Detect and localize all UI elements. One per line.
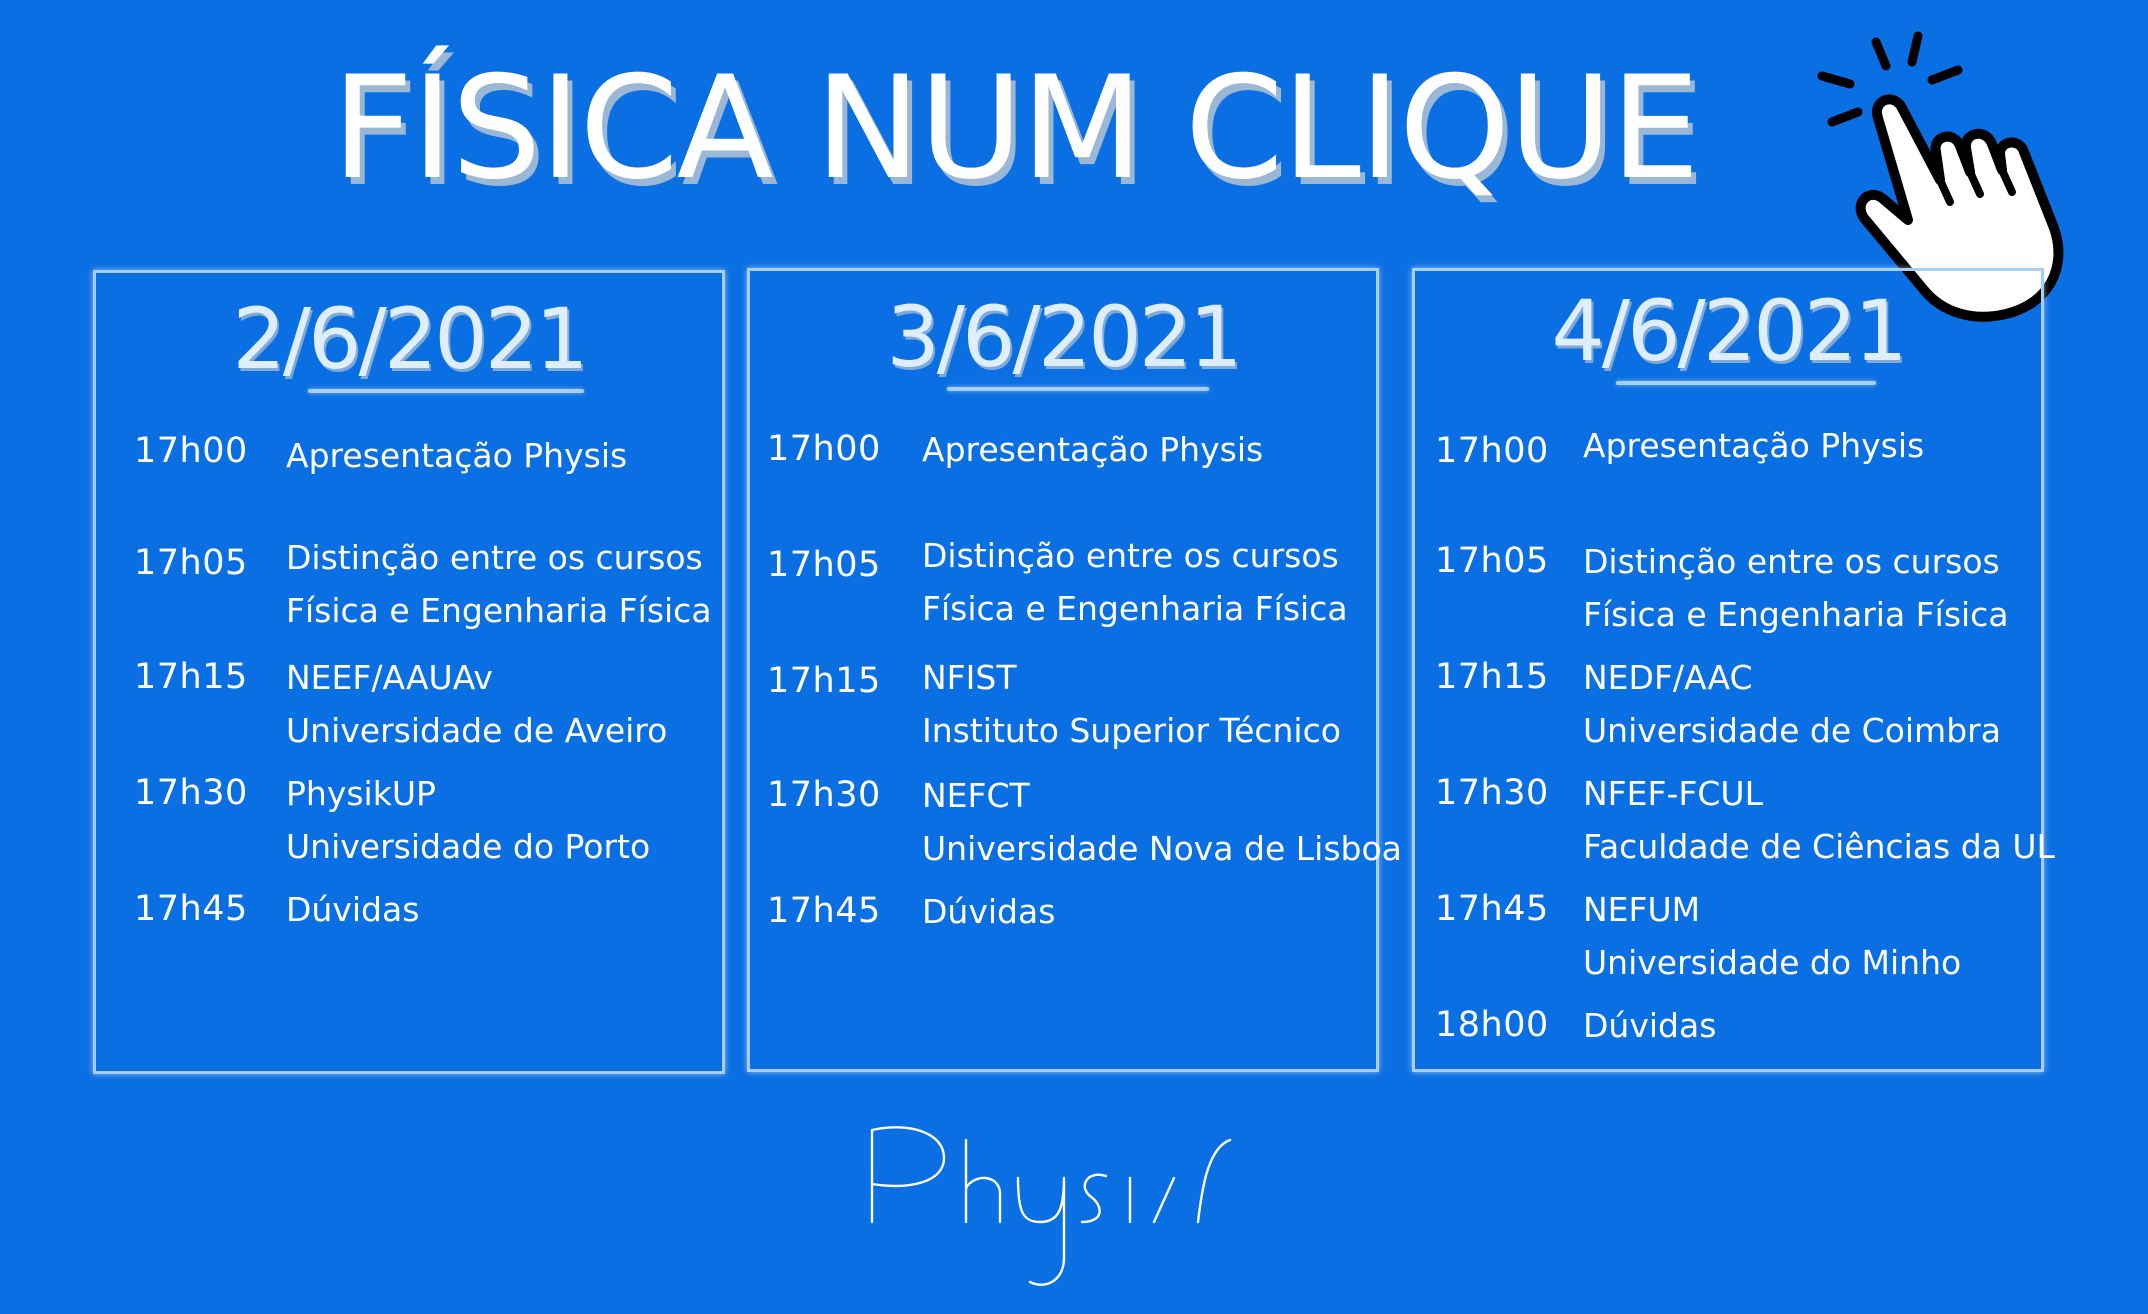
card-date: 2/6/2021 [232,290,586,388]
row-time: 17h15 [1435,657,1549,697]
row-time: 17h05 [134,543,248,583]
row-subtitle: Física e Engenharia Física [286,591,712,630]
row-title: NEFUM [1583,890,1701,929]
row-title: NEDF/AAC [1583,658,1753,697]
row-title: NFIST [922,658,1017,697]
row-title: Apresentação Physis [286,436,628,475]
row-title: NFEF-FCUL [1583,774,1763,813]
row-title: Dúvidas [286,890,420,929]
row-subtitle: Universidade de Aveiro [286,711,668,750]
row-subtitle: Física e Engenharia Física [1583,595,2009,634]
row-time: 17h00 [1435,431,1549,471]
page-title: FÍSICA NUM CLIQUE [331,46,1699,211]
row-time: 18h00 [1435,1005,1549,1045]
row-subtitle: Universidade do Porto [286,827,651,866]
row-time: 17h00 [134,431,248,471]
schedule-card-day-2 [747,268,1402,1072]
row-subtitle: Universidade de Coimbra [1583,711,2001,750]
schedule-card-day-3 [1412,268,2055,1072]
row-time: 17h45 [134,889,248,929]
row-title: Apresentação Physis [1583,426,1925,465]
row-subtitle: Universidade do Minho [1583,943,1962,982]
row-time: 17h30 [1435,773,1549,813]
row-time: 17h00 [767,429,881,469]
card-date: 4/6/2021 [1551,282,1905,380]
date-underline [308,389,584,393]
row-subtitle: Faculdade de Ciências da UL [1583,827,2055,866]
row-time: 17h45 [1435,889,1549,929]
row-title: Distinção entre os cursos [1583,542,2000,581]
row-title: Dúvidas [922,892,1056,931]
row-subtitle: Instituto Superior Técnico [922,711,1341,750]
row-title: NEEF/AAUAv [286,658,493,697]
row-time: 17h45 [767,891,881,931]
row-subtitle: Universidade Nova de Lisboa [922,829,1402,868]
schedule-card-day-1 [93,270,725,1074]
row-subtitle: Física e Engenharia Física [922,589,1348,628]
row-time: 17h15 [134,657,248,697]
row-title: Distinção entre os cursos [286,538,703,577]
row-time: 17h05 [767,545,881,585]
row-time: 17h30 [767,775,881,815]
physis-logo [868,1118,1232,1290]
row-time: 17h05 [1435,541,1549,581]
row-title: Apresentação Physis [922,430,1264,469]
row-title: PhysikUP [286,774,436,813]
row-title: Dúvidas [1583,1006,1717,1045]
row-title: NEFCT [922,776,1030,815]
row-time: 17h30 [134,773,248,813]
date-underline [1616,381,1876,385]
card-date: 3/6/2021 [886,288,1240,386]
date-underline [947,387,1209,391]
row-title: Distinção entre os cursos [922,536,1339,575]
row-time: 17h15 [767,661,881,701]
